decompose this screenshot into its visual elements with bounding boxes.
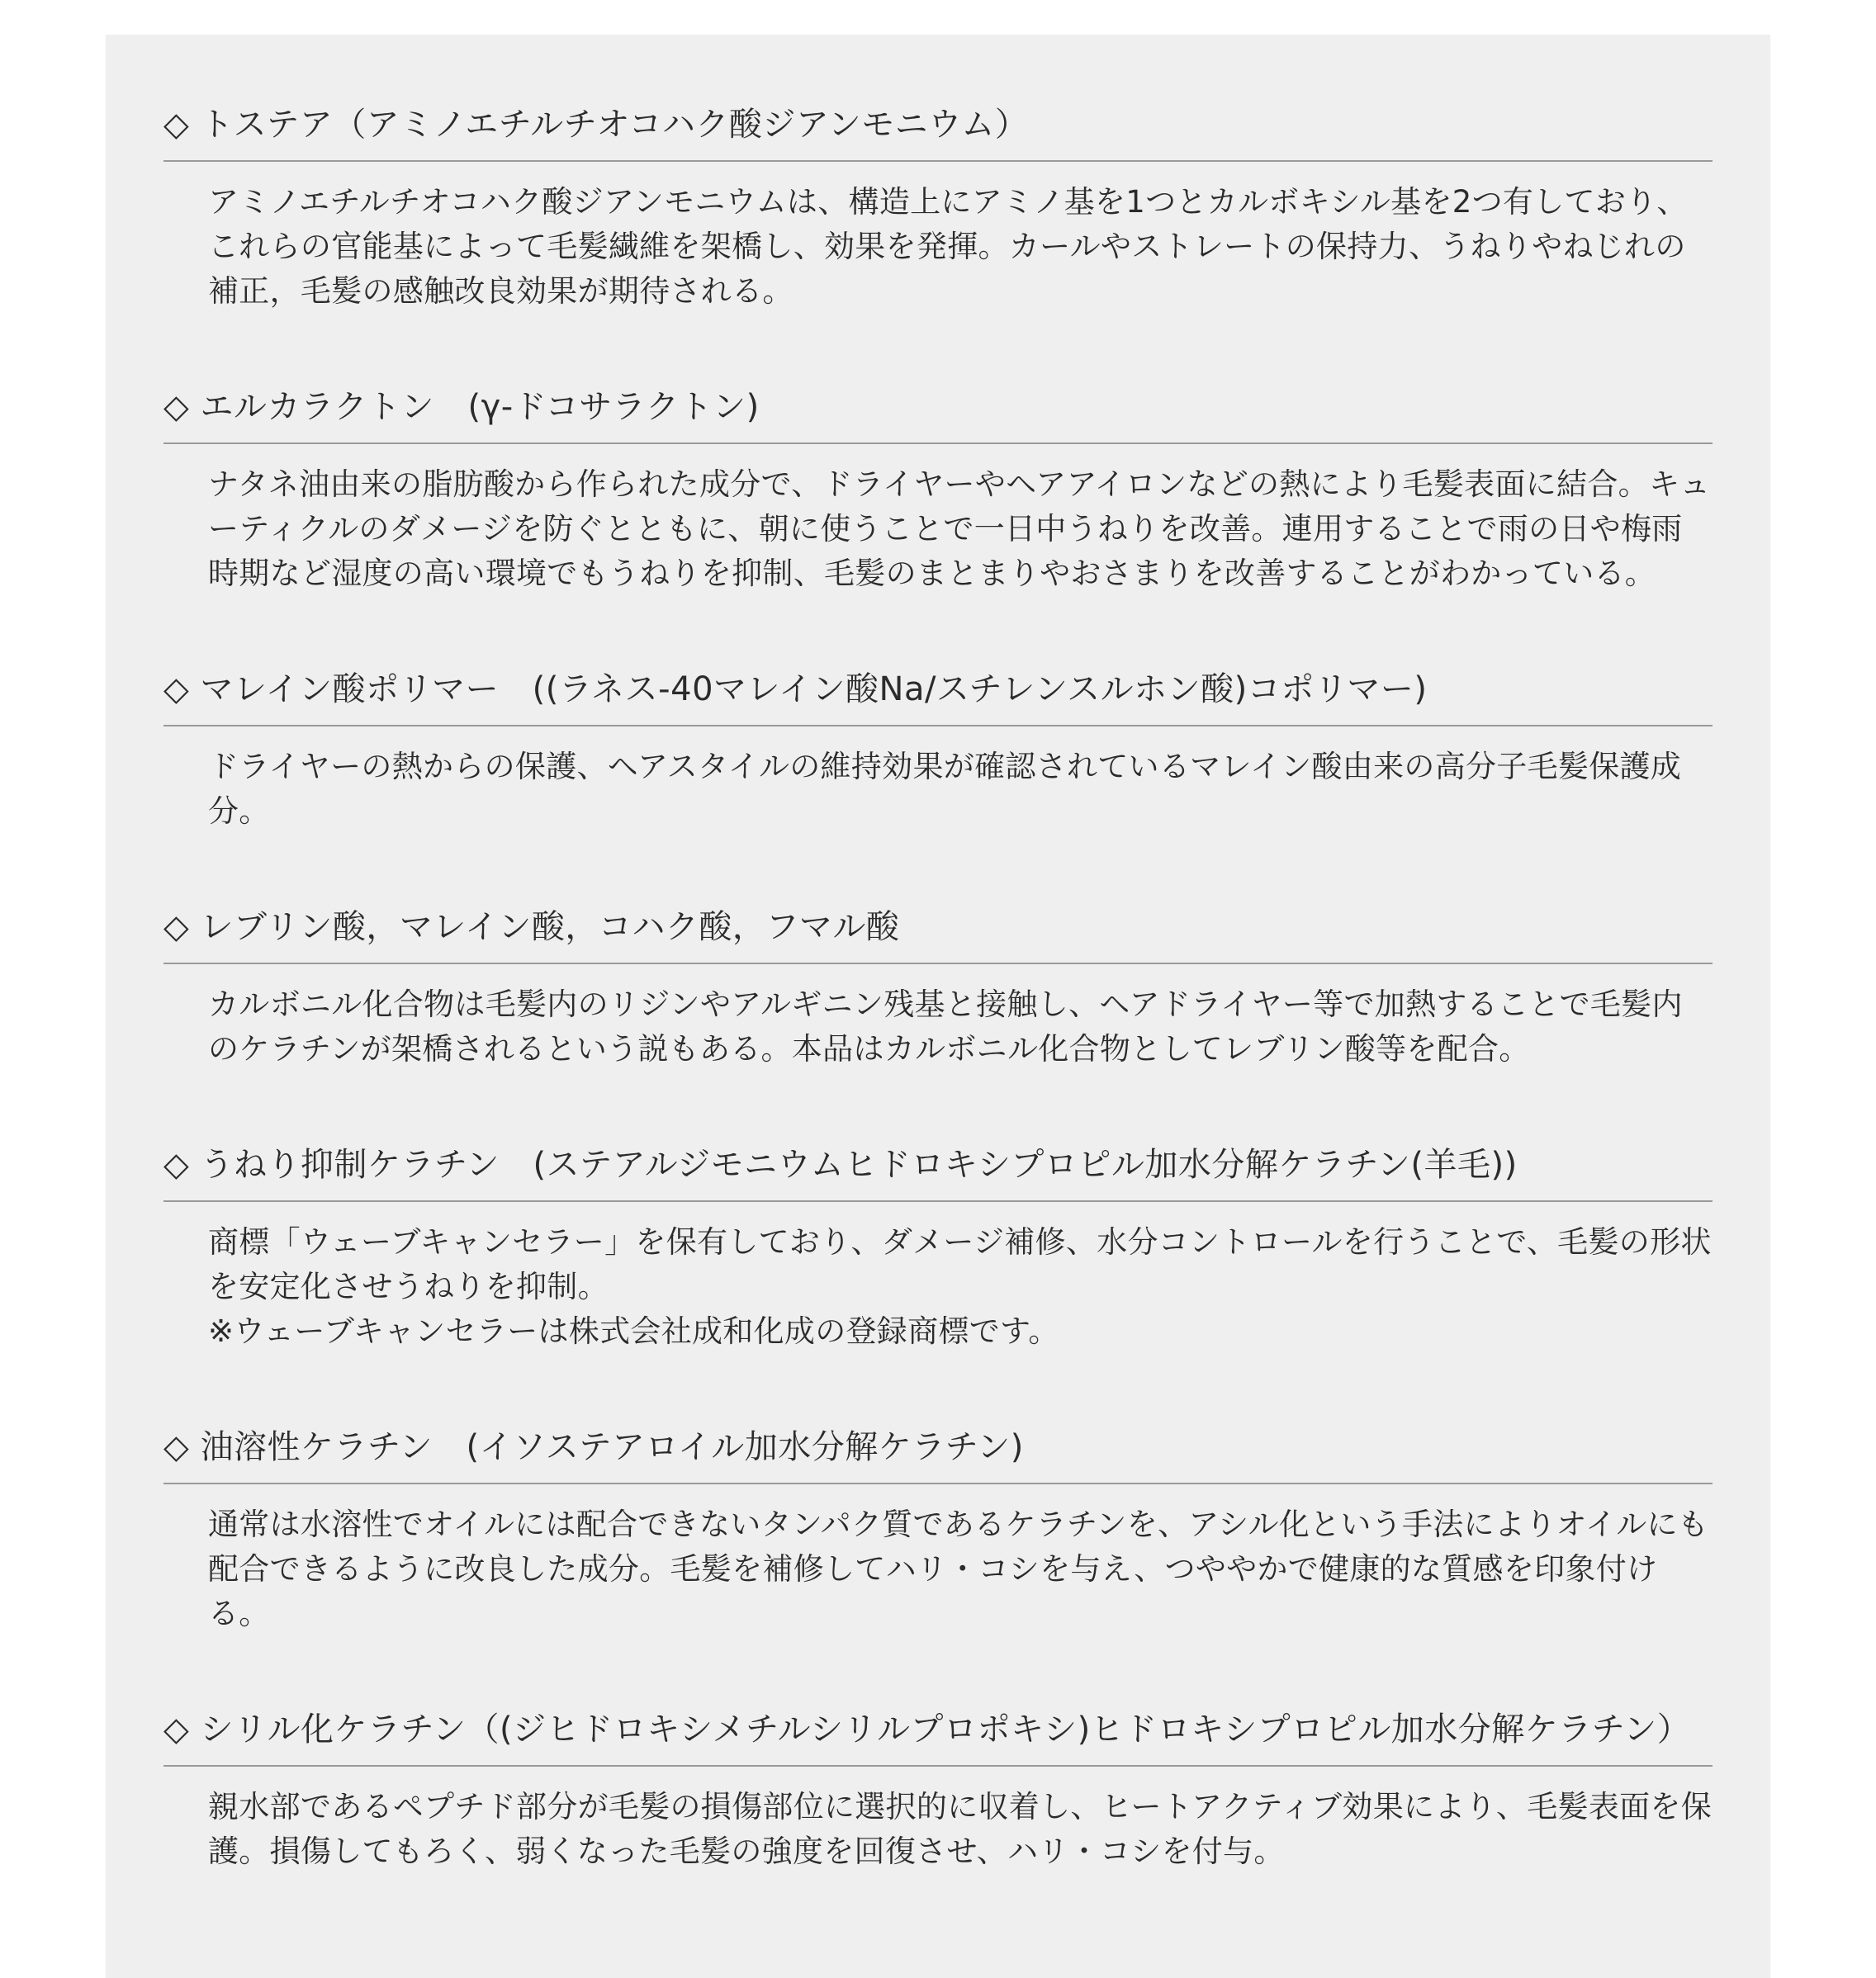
ingredient-section-oil-soluble-keratin	[163, 1423, 1713, 1636]
ingredient-description: 商標「ウェーブキャンセラー」を保有しており、ダメージ補修、水分コントロールを行うことで、毛髪の形状を安定化させうねりを抑制。	[208, 1224, 1712, 1304]
ingredient-description: ドライヤーの熱からの保護、ヘアスタイルの維持効果が確認されているマレイン酸由来の高分子毛髪保護成分。	[208, 749, 1682, 829]
ingredients-panel	[106, 35, 1770, 1978]
ingredient-section-erucalactone	[163, 383, 1713, 596]
ingredient-description: 親水部であるペプチド部分が毛髪の損傷部位に選択的に収着し、ヒートアクティブ効果により、毛髪表面を保護。損傷してもろく、弱くなった毛髪の強度を回復させ、ハリ・コシを付与。	[208, 1789, 1713, 1869]
ingredient-description: 通常は水溶性でオイルには配合できないタンパク質であるケラチンを、アシル化という手法によりオイルにも配合できるように改良した成分。毛髪を補修してハリ・コシを与え、つややかで健康的な質感を印象付ける。	[208, 1507, 1709, 1631]
ingredient-title: ◇ マレイン酸ポリマー ((ラネス-40マレイン酸Na/スチレンスルホン酸)コポリマー)	[163, 665, 1713, 726]
ingredient-title: ◇ シリル化ケラチン（(ジヒドロキシメチルシリルプロポキシ)ヒドロキシプロピル加水分解ケラチン）	[163, 1706, 1713, 1767]
ingredient-title: ◇ トステア（アミノエチルチオコハク酸ジアンモニウム）	[163, 101, 1713, 162]
ingredient-section-tostea	[163, 101, 1713, 314]
ingredient-section-maleic-polymer	[163, 665, 1713, 834]
ingredient-section-wave-keratin	[163, 1141, 1713, 1354]
ingredient-title: ◇ エルカラクトン (γ-ドコサラクトン)	[163, 383, 1713, 444]
trademark-note: ※ウェーブキャンセラーは株式会社成和化成の登録商標です。	[208, 1313, 1059, 1349]
ingredient-title: ◇ 油溶性ケラチン (イソステアロイル加水分解ケラチン)	[163, 1423, 1713, 1484]
ingredient-section-silyl-keratin	[163, 1706, 1713, 1874]
ingredient-description: アミノエチルチオコハク酸ジアンモニウムは、構造上にアミノ基を1つとカルボキシル基を2つ有しており、これらの官能基によって毛髪繊維を架橋し、効果を発揮。カールやストレートの保持力、うねりやねじれの補正，毛髪の感触改良効果が期待される。	[208, 184, 1688, 309]
ingredient-description: カルボニル化合物は毛髪内のリジンやアルギニン残基と接触し、ヘアドライヤー等で加熱することで毛髪内のケラチンが架橋されるという説もある。本品はカルボニル化合物としてレブリン酸等を配合。	[208, 987, 1683, 1067]
ingredient-description: ナタネ油由来の脂肪酸から作られた成分で、ドライヤーやヘアアイロンなどの熱により毛髪表面に結合。キューティクルのダメージを防ぐとともに、朝に使うことで一日中うねりを改善。連用することで雨の日や梅雨時期など湿度の高い環境でもうねりを抑制、毛髪のまとまりやおさまりを改善することがわかっている。	[208, 466, 1711, 591]
ingredient-title: ◇ うねり抑制ケラチン (ステアルジモニウムヒドロキシプロピル加水分解ケラチン(羊毛))	[163, 1141, 1713, 1202]
ingredient-title: ◇ レブリン酸，マレイン酸，コハク酸，フマル酸	[163, 903, 1713, 964]
ingredients-list	[163, 101, 1713, 1943]
ingredient-section-levulinic-acid	[163, 903, 1713, 1072]
